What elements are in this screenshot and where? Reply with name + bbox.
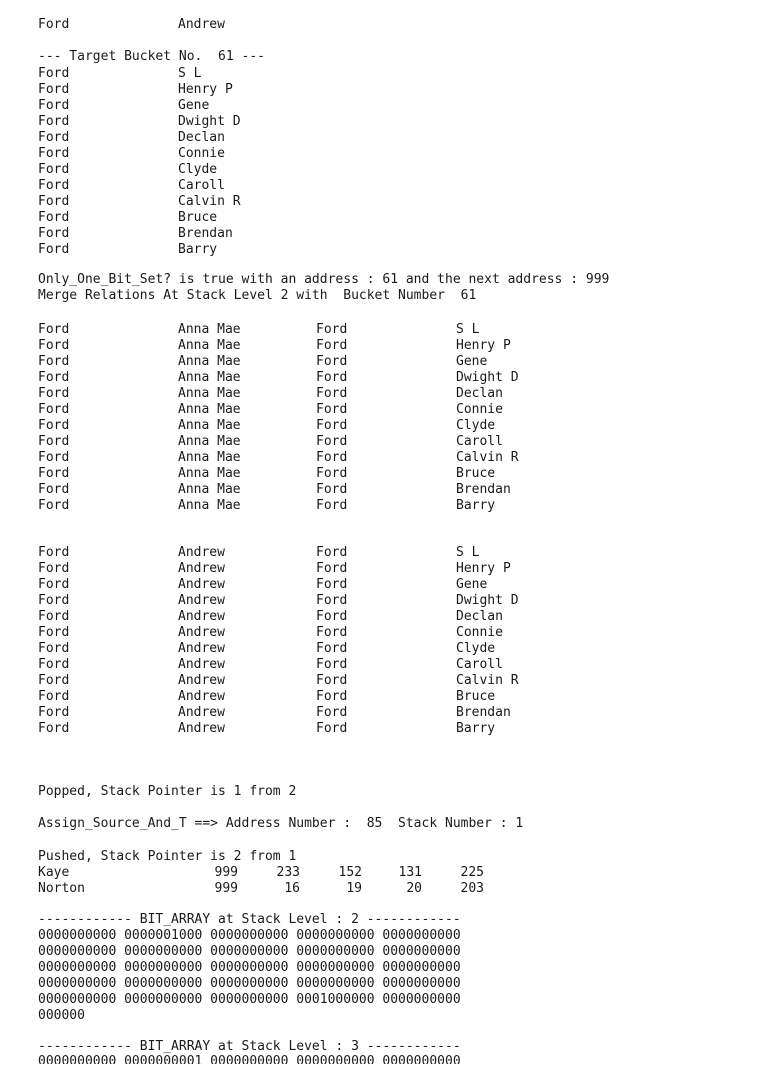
cell: Ford	[38, 418, 70, 433]
cell: Anna Mae	[178, 354, 241, 369]
cell: Connie	[456, 625, 503, 640]
cell: Andrew	[178, 705, 225, 720]
cell: Ford	[316, 721, 348, 736]
cell: Ford	[38, 625, 70, 640]
cell: Ford	[316, 418, 348, 433]
bit-array-header: ------------ BIT_ARRAY at Stack Level : 3 ------------	[38, 1039, 461, 1054]
cell: Kaye	[38, 865, 70, 880]
surname: Ford	[38, 66, 70, 81]
given-name: Declan	[178, 130, 225, 145]
given-name: Calvin R	[178, 194, 241, 209]
table-row	[38, 881, 484, 897]
cell: Ford	[38, 450, 70, 465]
cell: Ford	[38, 354, 70, 369]
cell: Calvin R	[456, 673, 519, 688]
cell: 999	[214, 865, 238, 880]
cell: Ford	[316, 370, 348, 385]
cell: Anna Mae	[178, 434, 241, 449]
cell: Ford	[38, 609, 70, 624]
cell: Ford	[316, 705, 348, 720]
cell: Ford	[38, 593, 70, 608]
top-row-surname: Ford	[38, 17, 70, 32]
cell: Ford	[316, 466, 348, 481]
cell: Henry P	[456, 561, 511, 576]
cell: Ford	[316, 434, 348, 449]
cell: Dwight D	[456, 370, 519, 385]
cell: Ford	[316, 689, 348, 704]
cell: S L	[456, 545, 480, 560]
surname: Ford	[38, 242, 70, 257]
cell: Declan	[456, 386, 503, 401]
cell: Ford	[38, 386, 70, 401]
bit-array-line: 0000000000 0000000001 0000000000 0000000000 0000000000	[38, 1054, 461, 1064]
cell: Andrew	[178, 561, 225, 576]
surname: Ford	[38, 194, 70, 209]
cell: Ford	[38, 673, 70, 688]
bit-array-line: 0000000000 0000001000 0000000000 0000000000 0000000000	[38, 928, 461, 943]
cell: Norton	[38, 881, 85, 896]
cell: Andrew	[178, 545, 225, 560]
table-row	[38, 865, 484, 881]
cell: Ford	[38, 689, 70, 704]
cell: Andrew	[178, 593, 225, 608]
surname: Ford	[38, 226, 70, 241]
cell: Ford	[316, 338, 348, 353]
cell: Barry	[456, 721, 496, 736]
bit-array-line: 0000000000 0000000000 0000000000 0000000000 0000000000	[38, 960, 461, 975]
surname: Ford	[38, 114, 70, 129]
cell: Anna Mae	[178, 482, 241, 497]
surname: Ford	[38, 130, 70, 145]
cell: Anna Mae	[178, 498, 241, 513]
cell: Ford	[38, 577, 70, 592]
cell: Ford	[316, 593, 348, 608]
cell: Ford	[38, 466, 70, 481]
cell: Ford	[38, 705, 70, 720]
cell: Andrew	[178, 673, 225, 688]
cell: Andrew	[178, 625, 225, 640]
merge-relations-line: Merge Relations At Stack Level 2 with Bucket Number 61	[38, 288, 477, 303]
given-name: Bruce	[178, 210, 218, 225]
cell: Clyde	[456, 641, 496, 656]
given-name: Clyde	[178, 162, 218, 177]
cell: Ford	[38, 657, 70, 672]
cell: Ford	[316, 673, 348, 688]
cell: Ford	[38, 561, 70, 576]
cell: Andrew	[178, 657, 225, 672]
bit-array-header: ------------ BIT_ARRAY at Stack Level : 2 ------------	[38, 912, 461, 927]
given-name: Gene	[178, 98, 210, 113]
cell: Ford	[38, 498, 70, 513]
cell: Ford	[38, 322, 70, 337]
cell: Brendan	[456, 705, 511, 720]
cell: Anna Mae	[178, 338, 241, 353]
cell: Brendan	[456, 482, 511, 497]
bit-array-line: 0000000000 0000000000 0000000000 0001000000 0000000000	[38, 992, 461, 1007]
cell: Bruce	[456, 689, 496, 704]
cell: Dwight D	[456, 593, 519, 608]
cell: Anna Mae	[178, 418, 241, 433]
surname: Ford	[38, 210, 70, 225]
given-name: Brendan	[178, 226, 233, 241]
cell: Ford	[38, 545, 70, 560]
cell: S L	[456, 322, 480, 337]
cell: Ford	[316, 386, 348, 401]
top-row-given: Andrew	[178, 17, 225, 32]
cell: Ford	[38, 338, 70, 353]
cell: Ford	[316, 641, 348, 656]
cell: Caroll	[456, 434, 503, 449]
cell: Connie	[456, 402, 503, 417]
cell: Anna Mae	[178, 370, 241, 385]
surname: Ford	[38, 98, 70, 113]
cell: Ford	[38, 370, 70, 385]
cell: 225	[460, 865, 484, 880]
pushed-line: Pushed, Stack Pointer is 2 from 1	[38, 849, 297, 864]
given-name: Barry	[178, 242, 218, 257]
cell: Ford	[316, 402, 348, 417]
cell: 19	[346, 881, 362, 896]
bit-array-line: 000000	[38, 1008, 85, 1023]
cell: Ford	[316, 577, 348, 592]
cell: Andrew	[178, 689, 225, 704]
cell: Ford	[316, 609, 348, 624]
cell: Anna Mae	[178, 322, 241, 337]
target-bucket-header: --- Target Bucket No. 61 ---	[38, 49, 265, 64]
surname: Ford	[38, 146, 70, 161]
cell: Gene	[456, 354, 488, 369]
cell: Andrew	[178, 721, 225, 736]
cell: 131	[398, 865, 422, 880]
cell: Ford	[316, 482, 348, 497]
cell: Anna Mae	[178, 402, 241, 417]
cell: Ford	[316, 625, 348, 640]
cell: Andrew	[178, 577, 225, 592]
cell: 152	[338, 865, 362, 880]
cell: Ford	[38, 402, 70, 417]
bit-array-line: 0000000000 0000000000 0000000000 0000000000 0000000000	[38, 976, 461, 991]
cell: Barry	[456, 498, 496, 513]
cell: 203	[460, 881, 484, 896]
bit-array-line: 0000000000 0000000000 0000000000 0000000000 0000000000	[38, 944, 461, 959]
assign-line: Assign_Source_And_T ==> Address Number : 85 Stack Number : 1	[38, 816, 524, 831]
popped-line: Popped, Stack Pointer is 1 from 2	[38, 784, 297, 799]
cell: Ford	[38, 434, 70, 449]
given-name: Henry P	[178, 82, 233, 97]
cell: 20	[406, 881, 422, 896]
cell: Declan	[456, 609, 503, 624]
cell: Ford	[316, 657, 348, 672]
cell: Calvin R	[456, 450, 519, 465]
top-row	[38, 17, 225, 33]
cell: 16	[284, 881, 300, 896]
cell: Ford	[38, 641, 70, 656]
cell: Ford	[38, 721, 70, 736]
cell: Andrew	[178, 609, 225, 624]
surname: Ford	[38, 178, 70, 193]
cell: Bruce	[456, 466, 496, 481]
surname: Ford	[38, 82, 70, 97]
given-name: Dwight D	[178, 114, 241, 129]
cell: Ford	[316, 561, 348, 576]
cell: Ford	[316, 354, 348, 369]
cell: Ford	[316, 450, 348, 465]
cell: Gene	[456, 577, 488, 592]
given-name: S L	[178, 66, 202, 81]
cell: Clyde	[456, 418, 496, 433]
cell: Anna Mae	[178, 386, 241, 401]
cell: Ford	[316, 322, 348, 337]
cell: Henry P	[456, 338, 511, 353]
cell: Ford	[316, 498, 348, 513]
cell: Anna Mae	[178, 466, 241, 481]
cell: Ford	[316, 545, 348, 560]
given-name: Caroll	[178, 178, 225, 193]
cell: 999	[214, 881, 238, 896]
cell: Anna Mae	[178, 450, 241, 465]
only-one-bit-line: Only_One_Bit_Set? is true with an address : 61 and the next address : 999	[38, 272, 610, 287]
cell: 233	[276, 865, 300, 880]
cell: Ford	[38, 482, 70, 497]
cell: Andrew	[178, 641, 225, 656]
given-name: Connie	[178, 146, 225, 161]
cell: Caroll	[456, 657, 503, 672]
surname: Ford	[38, 162, 70, 177]
